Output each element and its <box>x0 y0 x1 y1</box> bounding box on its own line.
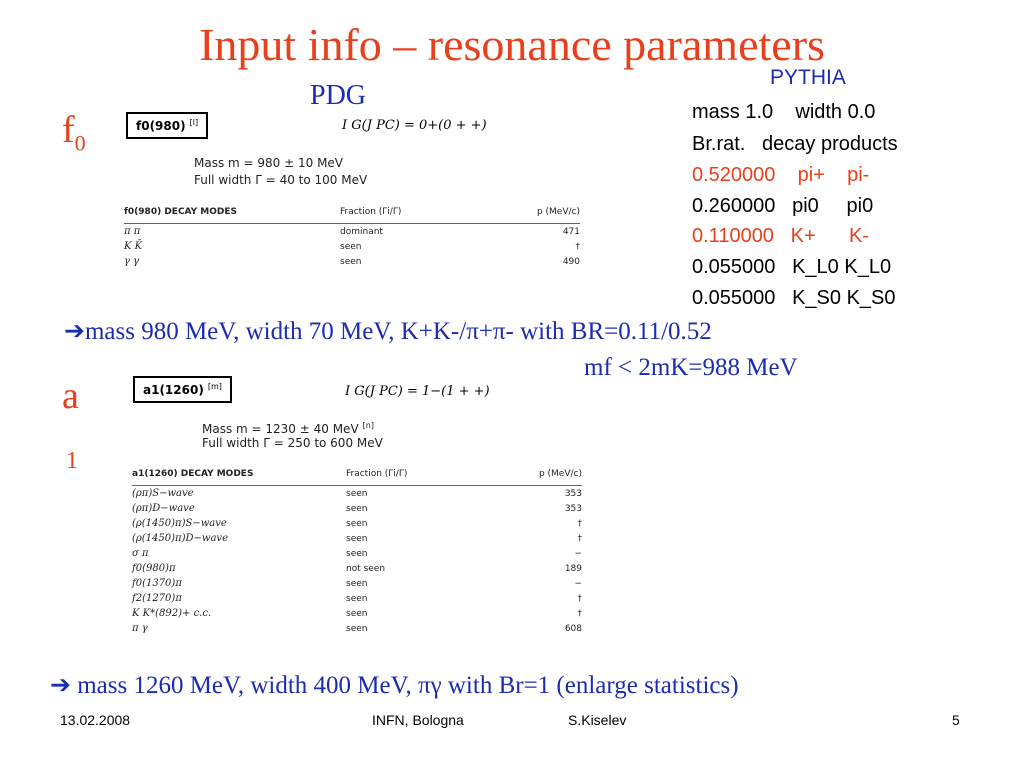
f0-quantum-numbers: I G(J PC) = 0+(0 + +) <box>342 118 487 133</box>
decay-mode: π γ <box>132 623 148 634</box>
table-header-p: p (MeV/c) <box>490 204 580 224</box>
table-row <box>132 576 582 591</box>
table-row <box>124 254 580 269</box>
a1-mass-text: Mass m = 1230 ± 40 MeV <box>202 422 359 436</box>
decay-momentum: − <box>574 578 582 589</box>
a1-name-box <box>133 376 232 403</box>
pythia-row: 0.055000 K_S0 K_S0 <box>692 287 896 309</box>
f0-symbol <box>62 108 86 157</box>
f0-mass-line: Mass m = 980 ± 10 MeV <box>194 156 344 170</box>
pdg-label: PDG <box>310 80 367 111</box>
decay-fraction: seen <box>346 548 368 559</box>
decay-mode: K K*(892)+ c.c. <box>132 608 212 619</box>
table-header-modes: f0(980) DECAY MODES <box>124 204 340 224</box>
a1-quantum-numbers: I G(J PC) = 1−(1 + +) <box>345 384 490 399</box>
decay-fraction: seen <box>346 533 368 544</box>
decay-mode: (ρ(1450)π)S−wave <box>132 518 227 529</box>
a1-decay-table <box>132 466 582 636</box>
decay-momentum: † <box>577 518 582 529</box>
pythia-row: 0.110000 K+ K- <box>692 225 869 247</box>
decay-fraction: seen <box>346 503 368 514</box>
footer-venue: INFN, Bologna <box>372 712 464 728</box>
f0-note <box>64 316 712 346</box>
pythia-header: PYTHIA <box>770 66 846 89</box>
f0-symbol-letter: f <box>62 109 75 151</box>
footer-author: S.Kiselev <box>568 712 627 728</box>
decay-mode: σ π <box>132 548 149 559</box>
table-header-fraction: Fraction (Γi/Γ) <box>340 204 490 224</box>
table-header-row <box>124 204 580 224</box>
a1-symbol-letter: a <box>62 375 79 417</box>
decay-momentum: − <box>574 548 582 559</box>
f0-box-label: f0(980) <box>136 119 186 133</box>
pythia-row: 0.055000 K_L0 K_L0 <box>692 256 892 278</box>
pythia-row: 0.260000 pi0 pi0 <box>692 195 874 217</box>
decay-mode: K K̄ <box>124 241 143 252</box>
slide-title: Input info – resonance parameters <box>199 19 825 70</box>
decay-fraction: seen <box>340 241 362 252</box>
a1-mass-ref: [n] <box>362 421 374 430</box>
decay-fraction: seen <box>346 578 368 589</box>
decay-mode: (ρπ)S−wave <box>132 488 194 499</box>
table-row <box>132 606 582 621</box>
footer-date: 13.02.2008 <box>60 712 131 728</box>
pythia-mass-width: mass 1.0 width 0.0 <box>692 101 876 123</box>
decay-mode: f0(1370)π <box>132 578 182 589</box>
decay-fraction: seen <box>346 488 368 499</box>
decay-fraction: dominant <box>340 226 383 237</box>
decay-momentum: 608 <box>564 623 582 634</box>
table-header-modes: a1(1260) DECAY MODES <box>132 466 346 486</box>
a1-width-line: Full width Γ = 250 to 600 MeV <box>202 436 383 450</box>
table-header-p: p (MeV/c) <box>496 466 582 486</box>
a1-box-ref: [m] <box>207 382 222 391</box>
decay-momentum: 353 <box>564 488 582 499</box>
table-row <box>132 561 582 576</box>
f0-name-box <box>126 112 208 139</box>
f0-note2: mf < 2mK=988 MeV <box>584 354 798 381</box>
a1-note <box>50 670 739 700</box>
a1-box-label: a1(1260) <box>143 383 204 397</box>
decay-momentum: 490 <box>562 256 580 267</box>
decay-fraction: seen <box>346 623 368 634</box>
decay-momentum: 471 <box>562 226 580 237</box>
table-row <box>124 239 580 254</box>
decay-mode: π π <box>124 226 141 237</box>
f0-width-line: Full width Γ = 40 to 100 MeV <box>194 173 368 187</box>
decay-momentum: † <box>577 593 582 604</box>
table-row <box>132 621 582 636</box>
pythia-row: 0.520000 pi+ pi- <box>692 164 870 186</box>
decay-mode: (ρ(1450)π)D−wave <box>132 533 228 544</box>
table-row <box>132 546 582 561</box>
decay-momentum: 189 <box>564 563 582 574</box>
decay-fraction: not seen <box>346 563 386 574</box>
table-header-fraction: Fraction (Γi/Γ) <box>346 466 496 486</box>
footer-page-number: 5 <box>952 712 960 728</box>
a1-note-text: mass 1260 MeV, width 400 MeV, πγ with Br=1 (enlarge statistics) <box>77 672 739 699</box>
pythia-columns: Br.rat. decay products <box>692 133 898 155</box>
arrow-right-icon: ➔ <box>50 672 71 699</box>
f0-box-ref: [l] <box>189 118 199 127</box>
decay-fraction: seen <box>340 256 362 267</box>
decay-mode: (ρπ)D−wave <box>132 503 195 514</box>
table-row <box>132 531 582 546</box>
table-row <box>132 516 582 531</box>
f0-decay-table <box>124 204 580 269</box>
decay-momentum: † <box>577 608 582 619</box>
table-header-row <box>132 466 582 486</box>
a1-symbol-sub: 1 <box>66 448 78 474</box>
table-row <box>132 486 582 502</box>
table-row <box>132 501 582 516</box>
decay-mode: f0(980)π <box>132 563 176 574</box>
decay-fraction: seen <box>346 518 368 529</box>
arrow-right-icon: ➔ <box>64 318 85 345</box>
table-row <box>132 591 582 606</box>
decay-mode: f2(1270)π <box>132 593 182 604</box>
decay-momentum: 353 <box>564 503 582 514</box>
decay-momentum: † <box>577 533 582 544</box>
f0-note-text: mass 980 MeV, width 70 MeV, K+K-/π+π- with BR=0.11/0.52 <box>84 318 712 345</box>
f0-symbol-sub: 0 <box>74 130 86 156</box>
decay-momentum: † <box>575 241 580 252</box>
decay-fraction: seen <box>346 608 368 619</box>
table-row <box>124 224 580 240</box>
decay-fraction: seen <box>346 593 368 604</box>
decay-mode: γ γ <box>124 256 140 267</box>
